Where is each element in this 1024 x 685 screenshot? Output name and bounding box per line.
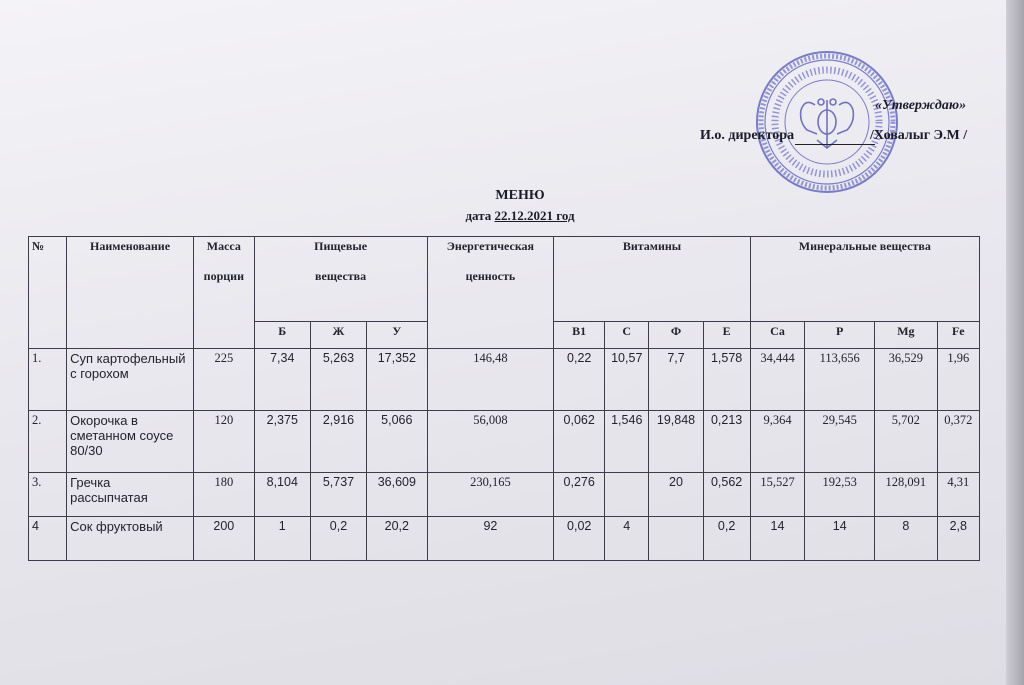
row-name: Суп картофельный с горохом (67, 349, 194, 411)
row-b1: 0,22 (554, 349, 605, 411)
header-mass (194, 237, 255, 349)
row-c: 10,57 (605, 349, 649, 411)
row-num: 4 (29, 517, 67, 561)
table-row (29, 349, 980, 411)
row-b: 7,34 (254, 349, 310, 411)
row-zh: 0,2 (310, 517, 366, 561)
subheader-e: E (703, 322, 750, 349)
row-f: 19,848 (649, 411, 703, 473)
subheader-b: Б (254, 322, 310, 349)
row-energy: 92 (427, 517, 554, 561)
subheader-p: P (805, 322, 875, 349)
row-c: 4 (605, 517, 649, 561)
row-p: 192,53 (805, 473, 875, 517)
row-b: 8,104 (254, 473, 310, 517)
row-u: 20,2 (367, 517, 427, 561)
row-p: 29,545 (805, 411, 875, 473)
table-row (29, 411, 980, 473)
row-mg: 36,529 (875, 349, 938, 411)
row-name: Гречка рассыпчатая (67, 473, 194, 517)
row-ca: 14 (750, 517, 805, 561)
row-u: 5,066 (367, 411, 427, 473)
date-prefix: дата (465, 208, 492, 223)
row-fe: 0,372 (937, 411, 979, 473)
row-mass: 225 (194, 349, 255, 411)
menu-date (400, 208, 640, 224)
header-mass-line1: Масса (206, 239, 241, 253)
row-mg: 5,702 (875, 411, 938, 473)
row-zh: 5,737 (310, 473, 366, 517)
row-e: 0,562 (703, 473, 750, 517)
row-mg: 128,091 (875, 473, 938, 517)
row-b1: 0,062 (554, 411, 605, 473)
subheader-b1: B1 (554, 322, 605, 349)
row-num: 3. (29, 473, 67, 517)
header-energy-line1: Энергетическая (446, 239, 535, 253)
header-nutrients-line2: вещества (315, 269, 367, 283)
row-b1: 0,276 (554, 473, 605, 517)
row-num: 1. (29, 349, 67, 411)
header-num: № (29, 237, 67, 349)
subheader-f: Ф (649, 322, 703, 349)
row-name: Окорочка в сметанном соусе 80/30 (67, 411, 194, 473)
row-p: 14 (805, 517, 875, 561)
subheader-zh: Ж (310, 322, 366, 349)
row-mass: 120 (194, 411, 255, 473)
row-zh: 2,916 (310, 411, 366, 473)
header-nutrients (254, 237, 427, 322)
row-energy: 56,008 (427, 411, 554, 473)
row-b: 1 (254, 517, 310, 561)
row-f (649, 517, 703, 561)
row-e: 1,578 (703, 349, 750, 411)
date-value: 22.12.2021 год (494, 208, 575, 223)
table-row (29, 517, 980, 561)
row-f: 20 (649, 473, 703, 517)
row-ca: 9,364 (750, 411, 805, 473)
row-b: 2,375 (254, 411, 310, 473)
table-row (29, 473, 980, 517)
director-name: /Ховалыг Э.М / (870, 128, 968, 143)
menu-table (28, 236, 980, 561)
row-name: Сок фруктовый (67, 517, 194, 561)
row-c (605, 473, 649, 517)
row-u: 36,609 (367, 473, 427, 517)
subheader-fe: Fe (937, 322, 979, 349)
subheader-ca: Ca (750, 322, 805, 349)
row-b1: 0,02 (554, 517, 605, 561)
row-mg: 8 (875, 517, 938, 561)
subheader-u: У (367, 322, 427, 349)
row-e: 0,213 (703, 411, 750, 473)
header-minerals: Минеральные вещества (750, 237, 979, 322)
row-c: 1,546 (605, 411, 649, 473)
header-nutrients-line1: Пищевые (314, 239, 368, 253)
row-mass: 180 (194, 473, 255, 517)
page-title: МЕНЮ (495, 188, 545, 203)
header-energy-line2: ценность (465, 269, 516, 283)
row-ca: 34,444 (750, 349, 805, 411)
row-mass: 200 (194, 517, 255, 561)
row-energy: 230,165 (427, 473, 554, 517)
header-row (29, 237, 980, 322)
director-label: И.о. директора (700, 128, 795, 143)
approval-block (700, 98, 1000, 158)
row-e: 0,2 (703, 517, 750, 561)
row-num: 2. (29, 411, 67, 473)
row-u: 17,352 (367, 349, 427, 411)
approve-label: «Утверждаю» (875, 98, 967, 113)
header-vitamins: Витамины (554, 237, 750, 322)
header-name: Наименование (67, 237, 194, 349)
row-fe: 4,31 (937, 473, 979, 517)
row-fe: 1,96 (937, 349, 979, 411)
signature-line (795, 144, 875, 145)
subheader-mg: Mg (875, 322, 938, 349)
row-f: 7,7 (649, 349, 703, 411)
row-fe: 2,8 (937, 517, 979, 561)
row-p: 113,656 (805, 349, 875, 411)
header-mass-line2: порции (203, 269, 244, 283)
subheader-c: C (605, 322, 649, 349)
row-energy: 146,48 (427, 349, 554, 411)
header-energy (427, 237, 554, 349)
row-ca: 15,527 (750, 473, 805, 517)
background-edge (1006, 0, 1024, 685)
row-zh: 5,263 (310, 349, 366, 411)
